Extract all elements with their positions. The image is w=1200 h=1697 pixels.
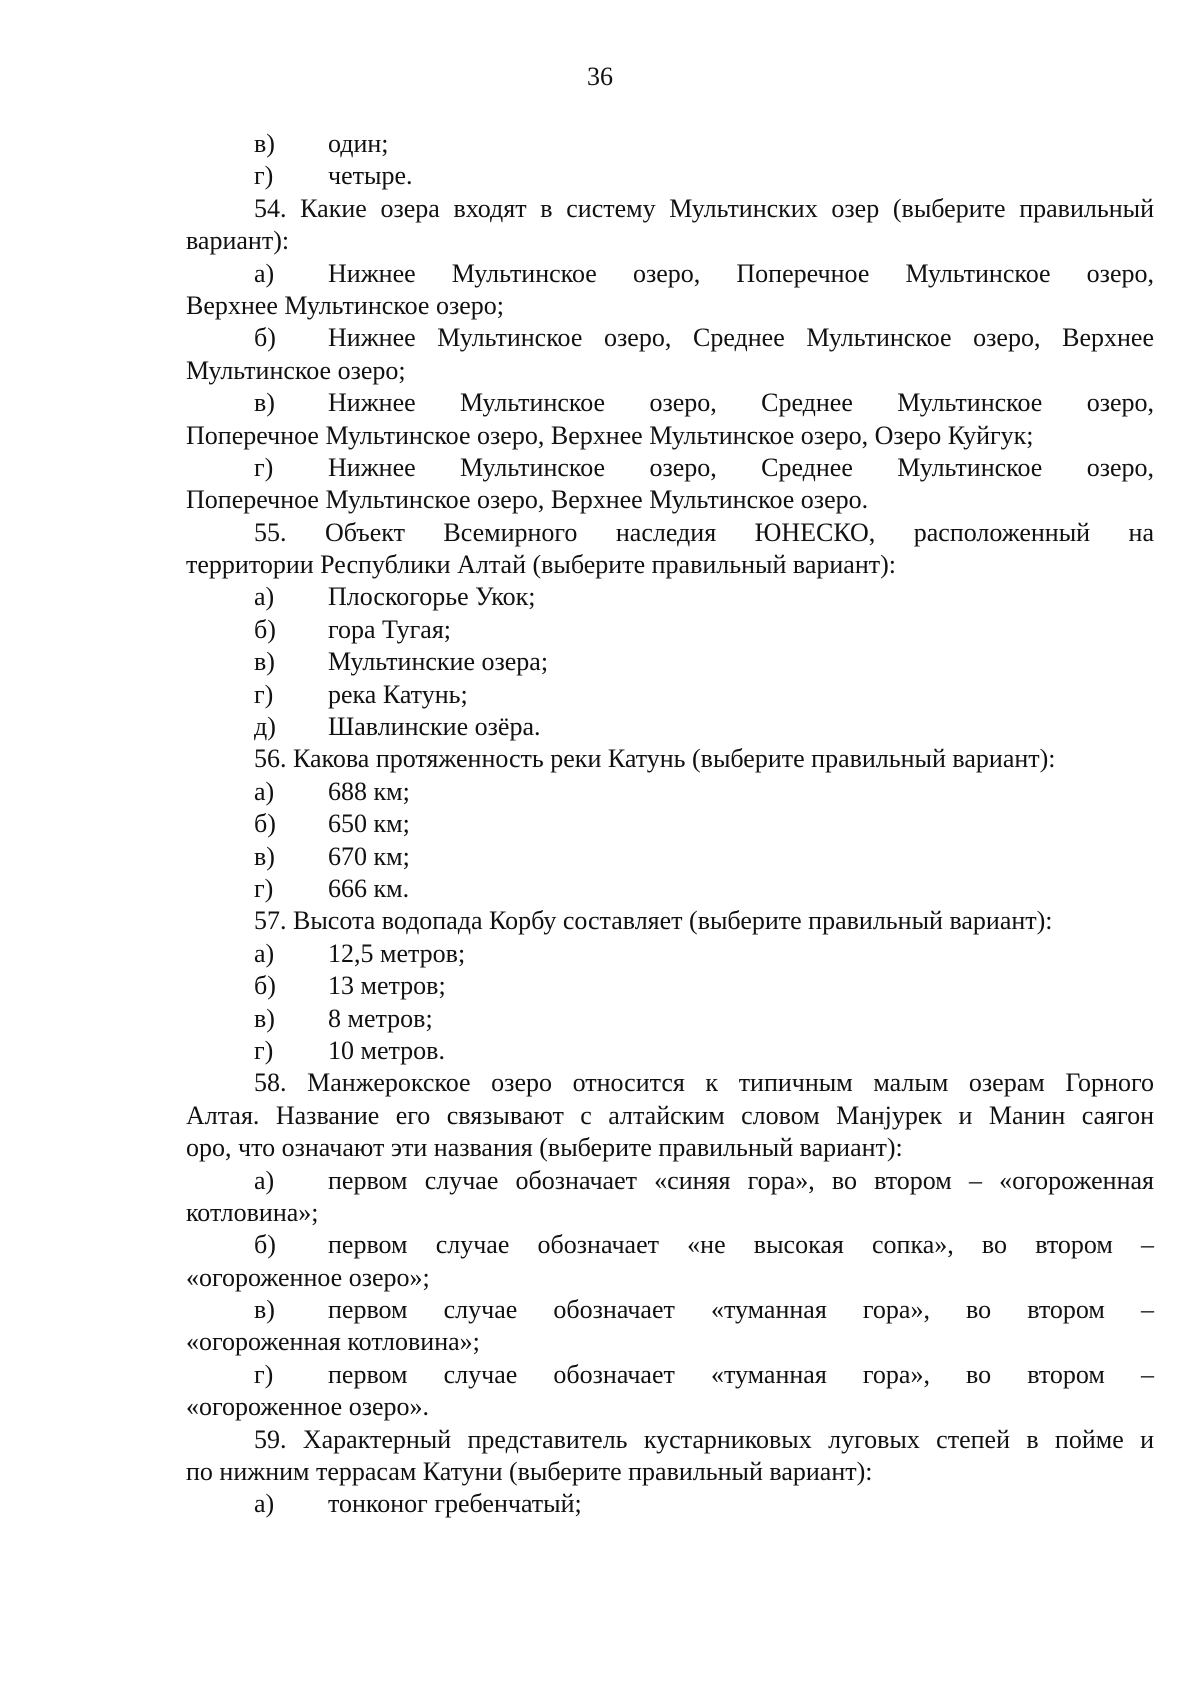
question-text-continued: вариант): [186, 226, 290, 256]
answer-option [186, 1294, 1154, 1326]
question-text-continued: Алтая. Название его связывают с алтайским словом Манјурек и Манин саягон [186, 1100, 1154, 1130]
question-text-continued: по нижним террасам Катуни (выберите правильный вариант): [186, 1457, 873, 1487]
option-text: 670 км; [328, 841, 410, 871]
option-marker: а) [254, 1165, 275, 1195]
option-text: первом случае обозначает «туманная гора», во втором – [328, 1295, 1154, 1325]
option-marker: в) [254, 647, 275, 677]
option-marker: б) [254, 1230, 276, 1260]
option-text-continued: Верхнее Мультинское озеро; [186, 290, 504, 320]
answer-option [186, 160, 1154, 192]
answer-option [186, 1229, 1154, 1261]
option-marker: г) [254, 1359, 274, 1389]
option-text: 10 метров. [328, 1035, 445, 1065]
answer-option [186, 614, 1154, 646]
option-text: Плоскогорье Укок; [328, 582, 536, 612]
answer-option [186, 1003, 1154, 1035]
option-text: первом случае обозначает «туманная гора», во втором – [328, 1359, 1154, 1389]
option-marker: б) [254, 971, 276, 1001]
question-58 [186, 1067, 1154, 1099]
option-text-continued: котловина»; [186, 1197, 319, 1227]
question-56 [186, 743, 1154, 775]
answer-option [186, 1488, 1154, 1520]
answer-option [186, 711, 1154, 743]
option-text: 666 км. [328, 873, 410, 903]
option-marker: б) [254, 323, 276, 353]
option-text: первом случае обозначает «не высокая сопка», во втором – [328, 1230, 1154, 1260]
option-text: тонконог гребенчатый; [328, 1489, 582, 1519]
option-text: Нижнее Мультинское озеро, Среднее Мультинское озеро, [328, 388, 1154, 418]
answer-option [186, 387, 1154, 419]
question-text: 59. Характерный представитель кустарниковых луговых степей в пойме и [254, 1424, 1154, 1454]
question-55 [186, 517, 1154, 549]
option-marker: а) [254, 582, 275, 612]
option-text: 8 метров; [328, 1003, 433, 1033]
question-text-continued: оро, что означают эти названия (выберите правильный вариант): [186, 1133, 903, 1163]
answer-option [186, 841, 1154, 873]
option-text-continued: «огороженная котловина»; [186, 1327, 480, 1357]
option-text: 688 км; [328, 776, 410, 806]
option-text: Нижнее Мультинское озеро, Среднее Мультинское озеро, [328, 452, 1154, 482]
answer-option [186, 1165, 1154, 1197]
answer-option [186, 808, 1154, 840]
option-text: Мультинские озера; [328, 647, 549, 677]
option-text-continued: Поперечное Мультинское озеро, Верхнее Мультинское озеро. [186, 485, 869, 515]
option-marker: в) [254, 1295, 275, 1325]
answer-option [186, 679, 1154, 711]
answer-option [186, 581, 1154, 613]
option-marker: г) [254, 1035, 274, 1065]
option-marker: г) [254, 679, 274, 709]
option-text: 650 км; [328, 809, 410, 839]
option-text: четыре. [328, 161, 413, 191]
option-marker: а) [254, 776, 275, 806]
question-57 [186, 905, 1154, 937]
option-marker: в) [254, 129, 275, 158]
option-text: первом случае обозначает «синяя гора», во втором – «огороженная [328, 1165, 1154, 1195]
option-text: 13 метров; [328, 971, 446, 1001]
option-marker: д) [254, 712, 276, 742]
question-text: 56. Какова протяженность реки Катунь (выберите правильный вариант): [254, 744, 1056, 774]
answer-option [186, 873, 1154, 905]
option-text: Шавлинские озёра. [328, 712, 541, 742]
option-text: один; [328, 129, 389, 158]
option-text-continued: Поперечное Мультинское озеро, Верхнее Мультинское озеро, Озеро Куйгук; [186, 420, 1034, 450]
option-text: Нижнее Мультинское озеро, Поперечное Мультинское озеро, [328, 258, 1154, 288]
option-marker: в) [254, 841, 275, 871]
page-number: 36 [587, 62, 613, 91]
option-text: Нижнее Мультинское озеро, Среднее Мультинское озеро, Верхнее [328, 323, 1154, 353]
question-text-continued: территории Республики Алтай (выберите правильный вариант): [186, 550, 896, 580]
option-marker: б) [254, 809, 276, 839]
answer-option [186, 970, 1154, 1002]
document-body [186, 128, 1154, 1521]
option-text-continued: «огороженное озеро». [186, 1392, 430, 1422]
question-54 [186, 193, 1154, 225]
option-text-continued: Мультинское озеро; [186, 355, 406, 385]
option-marker: в) [254, 1003, 275, 1033]
option-text: 12,5 метров; [328, 938, 466, 968]
question-text: 57. Высота водопада Корбу составляет (выберите правильный вариант): [254, 906, 1053, 936]
answer-option [186, 258, 1154, 290]
answer-option [186, 128, 1154, 160]
option-marker: г) [254, 161, 274, 191]
option-text-continued: «огороженное озеро»; [186, 1262, 430, 1292]
option-text: река Катунь; [328, 679, 468, 709]
answer-option [186, 938, 1154, 970]
option-marker: а) [254, 258, 275, 288]
option-marker: б) [254, 614, 276, 644]
question-59 [186, 1424, 1154, 1456]
option-marker: а) [254, 938, 275, 968]
option-marker: в) [254, 388, 275, 418]
option-marker: г) [254, 873, 274, 903]
question-text: 54. Какие озера входят в систему Мультинских озер (выберите правильный [254, 193, 1154, 223]
answer-option [186, 322, 1154, 354]
question-text: 55. Объект Всемирного наследия ЮНЕСКО, расположенный на [254, 517, 1154, 547]
answer-option [186, 1035, 1154, 1067]
answer-option [186, 646, 1154, 678]
option-text: гора Тугая; [328, 614, 452, 644]
option-marker: а) [254, 1489, 275, 1519]
answer-option [186, 776, 1154, 808]
answer-option [186, 1359, 1154, 1391]
option-marker: г) [254, 452, 274, 482]
answer-option [186, 452, 1154, 484]
question-text: 58. Манжерокское озеро относится к типичным малым озерам Горного [254, 1068, 1154, 1098]
